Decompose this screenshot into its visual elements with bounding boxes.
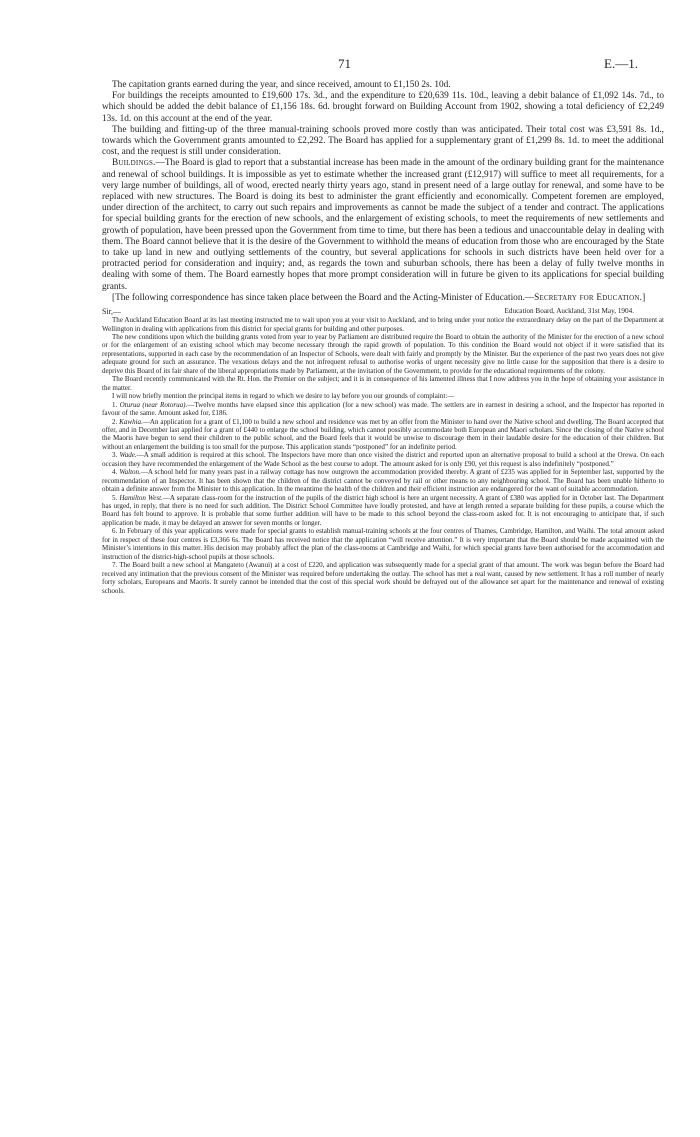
- paragraph-buildings: [102, 158, 664, 292]
- item-text: In February of this year applications were made for special grants to establish manual-training schools at the four centres of Thames, Cambridge, Hamilton, and Waihi. The total amount asked for in respect of these four centres is £3,366 6s. The Board has received notice that the application “will receive attention.” It is very important that the Board should be made acquainted with the Minister’s intentions in this matter. His decision may probably affect the plan of the class-rooms at Cambridge and Waihi, for which special grants have been authorised for the accommodation and instruction of the district-high-school pupils at those schools.: [102, 527, 664, 561]
- page-body: [102, 80, 664, 595]
- letter-paragraph: The Auckland Education Board at its last meeting instructed me to wait upon you at your visit to Auckland, and to bring under your notice the extraordinary delay on the part of the Department at Wellington in dealing with applications from this district for special grants for building and other purposes.: [102, 316, 664, 333]
- complaint-item: [102, 561, 664, 595]
- item-number: 4.: [112, 468, 120, 477]
- editorial-note-close: ]: [642, 292, 646, 303]
- letter-heading: [102, 307, 664, 316]
- buildings-heading: Buildings.: [112, 158, 156, 169]
- complaint-item: [102, 527, 664, 561]
- letter-paragraph: I will now briefly mention the principal items in regard to which we desire to lay before you our grounds of complaint:—: [112, 392, 455, 401]
- item-number: 5.: [112, 493, 120, 502]
- item-number: 6.: [112, 527, 120, 536]
- paragraph-capitation: The capitation grants earned during the year, and since received, amount to £1,150 2s. 10d.: [112, 80, 451, 90]
- letter-salutation: Sir,—: [102, 307, 122, 317]
- item-place: Walton.: [119, 468, 141, 477]
- letter-address: Education Board, Auckland, 31st May, 1904.: [504, 307, 634, 316]
- item-place: Oturua (near Rotorua).: [119, 400, 188, 409]
- item-number: 1.: [112, 400, 120, 409]
- editorial-note-text: [The following correspondence has since taken place between the Board and the Acting-Minister of Education.—: [112, 292, 535, 303]
- page-number: 71: [338, 56, 351, 71]
- item-text: —A small addition is required at this school. The Inspectors have more than once visited the district and reported upon an alternative proposal to build a school at the Orewa. On each occasion they have recommended the enlargement of the Wade School as the best course to adopt. The amount asked for is only £90, yet this request is also indefinitely “postponed.”: [102, 451, 664, 468]
- paragraph-buildings-receipts: For buildings the receipts amounted to £19,600 17s. 3d., and the expenditure to £20,639 11s. 10d., leaving a debit balance of £1,092 14s. 7d., to which should be added the debit balance of £1,156 18s. 6d. brought forward on Building Account from 1902, showing a total deficiency of £2,249 13s. 1d. on this account at the end of the year.: [102, 91, 664, 124]
- letter-paragraph: The Board recently communicated with the Rt. Hon. the Premier on the subject; and it is in consequence of his lamented illness that I now address you in the hope of obtaining your assistance in the matter.: [102, 375, 664, 392]
- item-text: —Twelve months have elapsed since this application (for a new school) was made. The settlers are in earnest in desiring a school, and the Inspector has reported in favour of the same. Amount asked for, £186.: [102, 400, 665, 418]
- item-place: Hamilton West.: [119, 493, 163, 502]
- complaint-item: [102, 418, 664, 452]
- item-place: Kawhia.: [119, 417, 143, 426]
- complaint-item: [102, 468, 664, 493]
- paragraph-manual-training: The building and fitting-up of the three manual-training schools proved more costly than was anticipated. Their total cost was £3,591 8s. 1d., towards which the Government grants amounted to £2,292. The Board has applied for a supplementary grant of £1,299 8s. 1d. to meet the additional cost, and the request is still under consideration.: [102, 124, 664, 158]
- item-number: 7.: [112, 561, 120, 570]
- item-number: 3.: [112, 451, 120, 460]
- complaint-item: [102, 451, 664, 468]
- complaint-item: [102, 401, 664, 418]
- item-text: —A school held for many years past in a railway cottage has now outgrown the accommodation provided thereby. A grant of £235 was applied for in September last, supported by the recommendation of an Inspector. It has been shown that the children of the district cannot be conveyed by rail or other means to any neighbouring school. The Board has been unable hitherto to obtain a definite answer from the Minister to this application. In the meantime the health of the children and their efficient instruction are endangered for the want of suitable accommodation.: [102, 468, 665, 494]
- buildings-text: —The Board is glad to report that a substantial increase has been made in the amount of the ordinary building grant for the maintenance and renewal of school buildings. It is impossible as yet to estimate whether the increased grant (£12,917) will suffice to meet all requirements, for a very large number of buildings, all of wood, erected nearly thirty years ago, stand in present need of a large outlay for renewal, and some have to be replaced with new structures. The Board is doing its best to administer the grant efficiently and economically. Competent foremen are employed, under direction of the architect, to carry out such repairs and improvements as cannot be made the subject of a tender and contract. The applications for special building grants for the erection of new schools, and the enlargement of existing schools, to meet the requirements of new settlements and growth of population, have been pressed upon the Government from time to time, but there has been a tedious and unaccountable delay in dealing with them. The Board cannot believe that it is the desire of the Government to withhold the means of education from those who are encouraged by the State to take up land in new and outlying settlements of the country, but several applications for schools in such districts have been held over for a protracted period for consideration and inquiry; and, as regards the town and suburban schools, there has been a delay of fully twelve months in dealing with some of them. The Board earnestly hopes that more prompt consideration will in future be given to its applications for special building grants.: [102, 158, 664, 292]
- editorial-note: [102, 293, 664, 304]
- item-place: Wade.: [119, 451, 137, 460]
- item-text: The Board built a new school at Mangateto (Awanui) at a cost of £220, and application was subsequently made for a special grant of that amount. The work was begun before the Board had received any intimation that the previous consent of the Minister was required before undertaking the outlay. The school has met a real want, caused by new settlement. It has a roll number of nearly forty scholars, Europeans and Maoris. It surely cannot be intended that the cost of this special work should be defrayed out of the allowance set apart for the maintenance and renewal of existing schools.: [102, 561, 664, 595]
- complaint-item: [102, 494, 664, 528]
- document-reference: E.—1.: [604, 56, 638, 71]
- editorial-note-signature: Secretary for Education.: [534, 292, 643, 303]
- item-text: —An application for a grant of £1,100 to build a new school and residence was met by an offer from the Minister to hand over the Native school and dwelling. The Board accepted that offer, and in December last applied for a grant of £440 to enlarge the school building, which cannot possibly accommodate both European and Maori scholars. Since the closing of the Native school the Maoris have begun to send their children to the public school, and the Board feels that it would be unwise to discourage them in their laudable desire for the education of their children. But without an enlargement the building is too small for the purpose. This application stands “postponed” for an indefinite period.: [102, 417, 665, 451]
- item-number: 2.: [112, 417, 120, 426]
- letter-paragraph: The new conditions upon which the building grants voted from year to year by Parliament are distributed require the Board to obtain the authority of the Minister for the erection of a new school or for the enlargement of an existing school which may become necessary through the rapid growth of population. To this condition the Board would not object if it were satisfied that its representations, supported in each case by the recommendation of an Inspector of Schools, were dealt with fairly and promptly by the Minister. But the experience of the past two years does not give adequate ground for such an assurance. The vexatious delays and the not infrequent refusal to authorise works of urgent necessity give no little cause for the supposition that there is a desire to deprive this Board of its fair share of the liberal appropriations made by Parliament, at the invitation of the Government, to provide for the educational requirements of the colony.: [102, 332, 664, 375]
- item-text: —A separate class-room for the instruction of the pupils of the district high school is here an urgent necessity. A grant of £380 was applied for in October last. The Department has urged, in reply, that there is no need for such addition. The District School Committee have loudly protested, and have at length rented a separate building for these pupils, a course which the Board has felt bound to approve. It is probable that some further addition will have to be made to this school beyond the class-room asked for. It is not encouraging to anticipate that, if such application be made, it may be delayed an answer for seven months or longer.: [102, 493, 665, 527]
